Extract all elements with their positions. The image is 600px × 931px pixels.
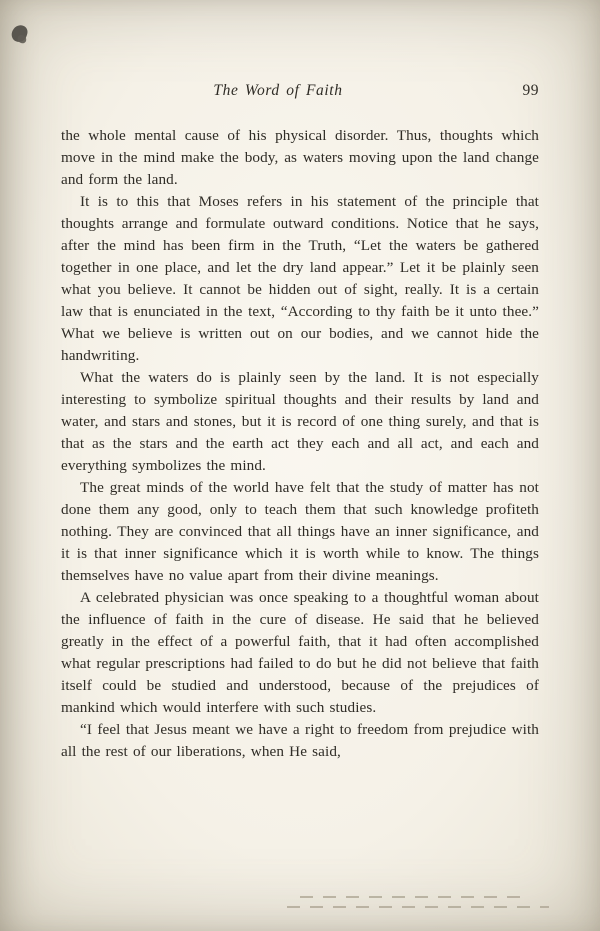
running-header	[61, 82, 539, 104]
paragraph: What the waters do is plainly seen by the land. It is not especially interesting to symbolize spiritual thoughts and their results by land and water, and stars and stones, but it is record of one thing surely, and that is that as the stars and the earth act they each and all act, and each and everything symbolizes the mind.	[61, 369, 539, 474]
scan-artifact-dashed-line	[300, 896, 522, 898]
paragraph: the whole mental cause of his physical disorder. Thus, thoughts which move in the mind make the body, as waters moving upon the land change and form the land.	[61, 127, 539, 188]
paragraph: It is to this that Moses refers in his statement of the principle that thoughts arrange and formulate outward conditions. Notice that he says, after the mind has been firm in the Truth, “Let the waters be gathered together in one place, and let the dry land appear.” Let it be plainly seen what you believe. It cannot be hidden out of sight, really. It is a certain law that is enunciated in the text, “According to thy faith be it unto thee.” What we believe is written out on our bodies, and we cannot hide the handwriting.	[61, 193, 539, 364]
paragraph: “I feel that Jesus meant we have a right to freedom from prejudice with all the rest of our liberations, when He said,	[61, 721, 539, 760]
paragraph: The great minds of the world have felt that the study of matter has not done them any good, only to teach them that such knowledge profiteth nothing. They are convinced that all things have an inner significance, and it is that inner significance which it is worth while to know. The things themselves have no value apart from their divine meanings.	[61, 479, 539, 584]
scan-artifact-dashed-line	[287, 906, 549, 908]
page-body	[61, 125, 539, 763]
page-number: 99	[522, 82, 539, 99]
running-header-title: The Word of Faith	[213, 82, 343, 99]
paragraph: A celebrated physician was once speaking to a thoughtful woman about the influence of faith in the cure of disease. He said that he believed greatly in the effect of a powerful faith, that it had often accomplished what regular prescriptions had failed to do but he did not believe that faith itself could be studied and understood, because of the prejudices of mankind which would interfere with such studies.	[61, 589, 539, 716]
scan-artifact-ink-blot	[10, 23, 30, 44]
